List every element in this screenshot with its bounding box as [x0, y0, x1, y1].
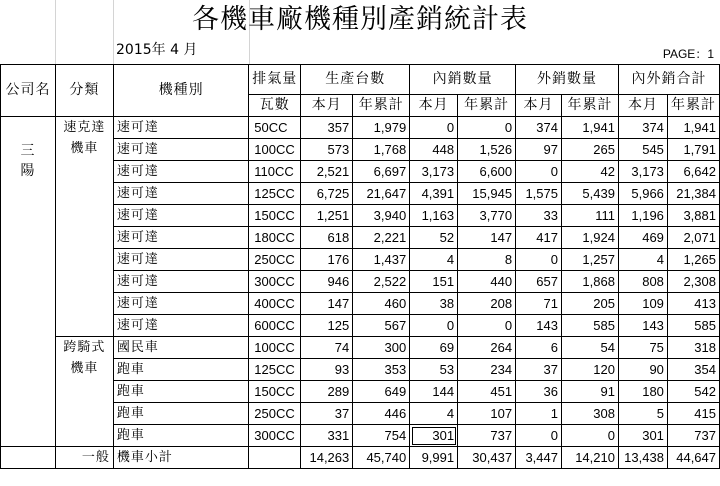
value-cell-exp-y[interactable]: 54 [562, 337, 619, 359]
displacement-cell[interactable]: 150CC [249, 381, 301, 403]
subtotal-label[interactable]: 機車小計 [113, 447, 248, 469]
model-cell[interactable]: 速可達 [113, 139, 248, 161]
report-period: 2015年 4 月 [116, 42, 198, 58]
displacement-cell[interactable]: 250CC [249, 249, 301, 271]
displacement-cell[interactable]: 110CC [249, 161, 301, 183]
value-cell-tot-m[interactable]: 301 [618, 425, 667, 447]
header-production[interactable]: 生產台數 [301, 65, 410, 95]
value-cell-prod-y[interactable]: 3,940 [353, 205, 410, 227]
value-cell-exp-m[interactable]: 417 [516, 227, 562, 249]
value-cell-exp-m[interactable]: 33 [516, 205, 562, 227]
value-cell-prod-m[interactable]: 618 [301, 227, 353, 249]
value-cell-tot-m[interactable]: 4 [618, 249, 667, 271]
value-cell-tot-m[interactable]: 143 [618, 315, 667, 337]
model-cell[interactable]: 跑車 [113, 403, 248, 425]
table-row [1, 337, 720, 359]
value-cell-dom-m[interactable]: 38 [410, 293, 458, 315]
value-cell-exp-y[interactable]: 1,868 [562, 271, 619, 293]
displacement-cell[interactable]: 100CC [249, 139, 301, 161]
header-model[interactable]: 機種別 [113, 65, 248, 117]
value-cell-prod-m[interactable]: 331 [301, 425, 353, 447]
page-number: PAGE：1 [662, 47, 714, 61]
value-cell-exp-m[interactable]: 0 [516, 249, 562, 271]
value-cell-prod-y[interactable]: 300 [353, 337, 410, 359]
value-cell-exp-y[interactable]: 42 [562, 161, 619, 183]
value-cell-tot-y[interactable]: 21,384 [667, 183, 719, 205]
value-cell-dom-y[interactable]: 737 [458, 425, 516, 447]
value-cell-prod-m[interactable]: 357 [301, 117, 353, 139]
header-row-1 [1, 65, 720, 95]
value-cell-exp-y[interactable]: 308 [562, 403, 619, 425]
value-cell-exp-y[interactable]: 111 [562, 205, 619, 227]
value-cell-tot-y[interactable]: 415 [667, 403, 719, 425]
header-company[interactable]: 公司名 [1, 65, 56, 117]
value-cell-prod-m[interactable]: 1,251 [301, 205, 353, 227]
value-cell-dom-m[interactable]: 151 [410, 271, 458, 293]
value-cell-exp-m[interactable]: 374 [516, 117, 562, 139]
value-cell-exp-m[interactable]: 1,575 [516, 183, 562, 205]
value-cell-exp-y[interactable]: 0 [562, 425, 619, 447]
subtotal-cell-dom-m[interactable]: 9,991 [410, 447, 458, 469]
model-cell[interactable]: 速可達 [113, 293, 248, 315]
model-cell[interactable]: 跑車 [113, 381, 248, 403]
value-cell-tot-y[interactable]: 6,642 [667, 161, 719, 183]
value-cell-prod-m[interactable]: 946 [301, 271, 353, 293]
displacement-cell[interactable]: 180CC [249, 227, 301, 249]
value-cell-dom-y[interactable]: 3,770 [458, 205, 516, 227]
value-cell-prod-y[interactable]: 567 [353, 315, 410, 337]
value-cell-dom-m[interactable]: 4,391 [410, 183, 458, 205]
subtotal-label-left[interactable]: 一般 [55, 447, 113, 469]
value-cell-prod-m[interactable]: 125 [301, 315, 353, 337]
subtotal-cell-exp-m[interactable]: 3,447 [516, 447, 562, 469]
value-cell-dom-y[interactable]: 208 [458, 293, 516, 315]
value-cell-tot-y[interactable]: 542 [667, 381, 719, 403]
displacement-cell[interactable]: 150CC [249, 205, 301, 227]
value-cell-tot-m[interactable]: 1,196 [618, 205, 667, 227]
header-domestic[interactable]: 內銷數量 [410, 65, 516, 95]
header-exp-month[interactable]: 本月 [516, 95, 562, 117]
value-cell-exp-m[interactable]: 71 [516, 293, 562, 315]
value-cell-tot-m[interactable]: 75 [618, 337, 667, 359]
value-cell-prod-y[interactable]: 1,768 [353, 139, 410, 161]
displacement-cell[interactable]: 600CC [249, 315, 301, 337]
value-cell-dom-m[interactable]: 0 [410, 117, 458, 139]
displacement-cell[interactable]: 100CC [249, 337, 301, 359]
value-cell-exp-m[interactable]: 0 [516, 161, 562, 183]
displacement-cell[interactable]: 50CC [249, 117, 301, 139]
value-cell-prod-m[interactable]: 573 [301, 139, 353, 161]
header-exp-ytd[interactable]: 年累計 [562, 95, 619, 117]
value-cell-dom-m[interactable]: 1,163 [410, 205, 458, 227]
subtotal-cell-tot-m[interactable]: 13,438 [618, 447, 667, 469]
header-category[interactable]: 分類 [55, 65, 113, 117]
value-cell-dom-m[interactable]: 69 [410, 337, 458, 359]
value-cell-dom-y[interactable]: 264 [458, 337, 516, 359]
displacement-cell[interactable]: 250CC [249, 403, 301, 425]
value-cell-prod-y[interactable]: 2,522 [353, 271, 410, 293]
value-cell-prod-y[interactable]: 460 [353, 293, 410, 315]
value-cell-tot-m[interactable]: 5,966 [618, 183, 667, 205]
value-cell-prod-y[interactable]: 446 [353, 403, 410, 425]
value-cell-exp-y[interactable]: 585 [562, 315, 619, 337]
header-export[interactable]: 外銷數量 [516, 65, 619, 95]
value-cell-tot-y[interactable]: 1,265 [667, 249, 719, 271]
value-cell-tot-y[interactable]: 1,941 [667, 117, 719, 139]
value-cell-prod-y[interactable]: 21,647 [353, 183, 410, 205]
company-name: 三陽 [20, 143, 36, 179]
subtotal-cell-prod-y[interactable]: 45,740 [353, 447, 410, 469]
value-cell-tot-y[interactable]: 318 [667, 337, 719, 359]
value-cell-dom-y[interactable]: 15,945 [458, 183, 516, 205]
value-cell-prod-m[interactable]: 289 [301, 381, 353, 403]
header-displacement[interactable]: 排氣量 [249, 65, 301, 95]
value-cell-tot-m[interactable]: 808 [618, 271, 667, 293]
value-cell-prod-y[interactable]: 754 [353, 425, 410, 447]
value-cell-prod-m[interactable]: 74 [301, 337, 353, 359]
category-line1: 跨騎式 [63, 340, 106, 355]
statistics-table [0, 64, 720, 469]
value-cell-dom-y[interactable]: 234 [458, 359, 516, 381]
displacement-cell[interactable]: 300CC [249, 271, 301, 293]
value-cell-tot-y[interactable]: 1,791 [667, 139, 719, 161]
category-cell[interactable] [55, 337, 113, 447]
value-cell-dom-m[interactable]: 301 [410, 425, 458, 447]
model-cell[interactable]: 速可達 [113, 205, 248, 227]
header-dom-ytd[interactable]: 年累計 [458, 95, 516, 117]
value-cell-prod-m[interactable]: 6,725 [301, 183, 353, 205]
value-cell-tot-y[interactable]: 413 [667, 293, 719, 315]
value-cell-dom-y[interactable]: 451 [458, 381, 516, 403]
header-dom-month[interactable]: 本月 [410, 95, 458, 117]
value-cell-tot-y[interactable]: 2,071 [667, 227, 719, 249]
value-cell-exp-y[interactable]: 205 [562, 293, 619, 315]
subtotal-cell-tot-y[interactable]: 44,647 [667, 447, 719, 469]
value-cell-tot-m[interactable]: 545 [618, 139, 667, 161]
header-prod-month[interactable]: 本月 [301, 95, 353, 117]
category-line2: 機車 [70, 141, 99, 156]
value-cell-tot-m[interactable]: 469 [618, 227, 667, 249]
value-cell-exp-y[interactable]: 265 [562, 139, 619, 161]
value-cell-dom-y[interactable]: 440 [458, 271, 516, 293]
value-cell-tot-y[interactable]: 3,881 [667, 205, 719, 227]
header-total[interactable]: 內外銷合計 [618, 65, 719, 95]
category-line1: 速克達 [63, 120, 106, 135]
subtotal-cell-exp-y[interactable]: 14,210 [562, 447, 619, 469]
value-cell-dom-y[interactable]: 107 [458, 403, 516, 425]
value-cell-tot-y[interactable]: 737 [667, 425, 719, 447]
subtotal-displacement[interactable] [249, 447, 301, 469]
value-cell-dom-y[interactable]: 8 [458, 249, 516, 271]
value-cell-prod-m[interactable]: 93 [301, 359, 353, 381]
category-cell[interactable] [55, 117, 113, 337]
page-title: 各機車廠機種別產銷統計表 [192, 4, 528, 35]
value-cell-dom-y[interactable]: 147 [458, 227, 516, 249]
displacement-cell[interactable]: 400CC [249, 293, 301, 315]
value-cell-tot-y[interactable]: 585 [667, 315, 719, 337]
value-cell-dom-m[interactable]: 53 [410, 359, 458, 381]
subtotal-row [1, 447, 720, 469]
displacement-cell[interactable]: 125CC [249, 183, 301, 205]
value-cell-prod-y[interactable]: 1,979 [353, 117, 410, 139]
displacement-cell[interactable]: 300CC [249, 425, 301, 447]
model-cell[interactable]: 速可達 [113, 227, 248, 249]
value-cell-dom-m[interactable]: 4 [410, 403, 458, 425]
header-displacement-unit[interactable]: 瓦數 [249, 95, 301, 117]
value-cell-exp-m[interactable]: 36 [516, 381, 562, 403]
value-cell-dom-m[interactable]: 4 [410, 249, 458, 271]
header-tot-ytd[interactable]: 年累計 [667, 95, 719, 117]
value-cell-prod-m[interactable]: 147 [301, 293, 353, 315]
model-cell[interactable]: 國民車 [113, 337, 248, 359]
value-cell-exp-m[interactable]: 657 [516, 271, 562, 293]
value-cell-tot-m[interactable]: 109 [618, 293, 667, 315]
value-cell-exp-y[interactable]: 120 [562, 359, 619, 381]
value-cell-prod-y[interactable]: 6,697 [353, 161, 410, 183]
company-cell[interactable] [1, 117, 56, 447]
value-cell-exp-y[interactable]: 5,439 [562, 183, 619, 205]
header-prod-ytd[interactable]: 年累計 [353, 95, 410, 117]
value-cell-prod-y[interactable]: 2,221 [353, 227, 410, 249]
value-cell-exp-y[interactable]: 1,941 [562, 117, 619, 139]
value-cell-dom-y[interactable]: 6,600 [458, 161, 516, 183]
value-cell-exp-y[interactable]: 1,924 [562, 227, 619, 249]
value-cell-tot-m[interactable]: 90 [618, 359, 667, 381]
value-cell-prod-m[interactable]: 37 [301, 403, 353, 425]
value-cell-dom-m[interactable]: 448 [410, 139, 458, 161]
value-cell-exp-y[interactable]: 1,257 [562, 249, 619, 271]
subtotal-cell-dom-y[interactable]: 30,437 [458, 447, 516, 469]
model-cell[interactable]: 速可達 [113, 161, 248, 183]
value-cell-dom-y[interactable]: 0 [458, 117, 516, 139]
value-cell-exp-m[interactable]: 143 [516, 315, 562, 337]
value-cell-tot-y[interactable]: 354 [667, 359, 719, 381]
model-cell[interactable]: 速可達 [113, 183, 248, 205]
value-cell-prod-m[interactable]: 2,521 [301, 161, 353, 183]
value-cell-exp-m[interactable]: 97 [516, 139, 562, 161]
model-cell[interactable]: 跑車 [113, 359, 248, 381]
value-cell-exp-m[interactable]: 0 [516, 425, 562, 447]
value-cell-exp-m[interactable]: 6 [516, 337, 562, 359]
value-cell-exp-y[interactable]: 91 [562, 381, 619, 403]
value-cell-prod-y[interactable]: 353 [353, 359, 410, 381]
value-cell-dom-m[interactable]: 52 [410, 227, 458, 249]
table-row [1, 117, 720, 139]
header-tot-month[interactable]: 本月 [618, 95, 667, 117]
value-cell-prod-y[interactable]: 1,437 [353, 249, 410, 271]
value-cell-tot-m[interactable]: 374 [618, 117, 667, 139]
model-cell[interactable]: 跑車 [113, 425, 248, 447]
value-cell-tot-m[interactable]: 3,173 [618, 161, 667, 183]
value-cell-dom-m[interactable]: 3,173 [410, 161, 458, 183]
value-cell-tot-m[interactable]: 180 [618, 381, 667, 403]
subtotal-cell-prod-m[interactable]: 14,263 [301, 447, 353, 469]
value-cell-dom-m[interactable]: 144 [410, 381, 458, 403]
model-cell[interactable]: 速可達 [113, 315, 248, 337]
category-line2: 機車 [70, 361, 99, 376]
value-cell-tot-y[interactable]: 2,308 [667, 271, 719, 293]
value-cell-exp-m[interactable]: 1 [516, 403, 562, 425]
model-cell[interactable]: 速可達 [113, 249, 248, 271]
model-cell[interactable]: 速可達 [113, 271, 248, 293]
value-cell-tot-m[interactable]: 5 [618, 403, 667, 425]
model-cell[interactable]: 速可達 [113, 117, 248, 139]
displacement-cell[interactable]: 125CC [249, 359, 301, 381]
value-cell-prod-m[interactable]: 176 [301, 249, 353, 271]
value-cell-dom-y[interactable]: 0 [458, 315, 516, 337]
value-cell-dom-m[interactable]: 0 [410, 315, 458, 337]
subtotal-company-cell[interactable] [1, 447, 56, 469]
value-cell-prod-y[interactable]: 649 [353, 381, 410, 403]
value-cell-dom-y[interactable]: 1,526 [458, 139, 516, 161]
value-cell-exp-m[interactable]: 37 [516, 359, 562, 381]
